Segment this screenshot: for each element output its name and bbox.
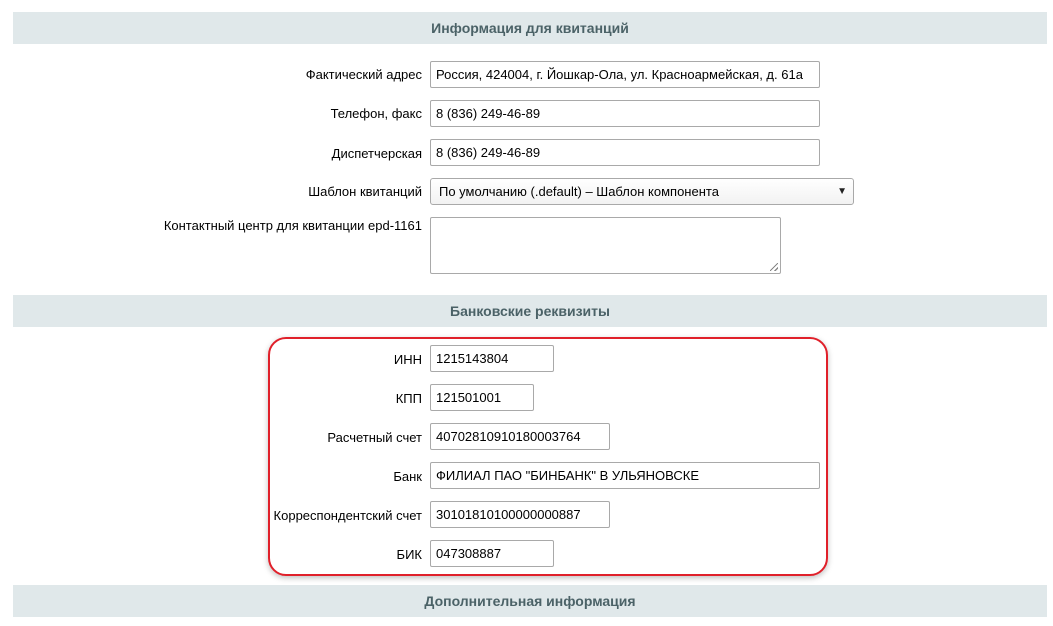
- corr-account-label: Корреспондентский счет: [273, 508, 422, 523]
- kpp-input[interactable]: 121501001: [430, 384, 534, 411]
- inn-label: ИНН: [393, 352, 422, 367]
- corr-account-input[interactable]: 30101810100000000887: [430, 501, 610, 528]
- bank-input[interactable]: ФИЛИАЛ ПАО "БИНБАНК" В УЛЬЯНОВСКЕ: [430, 462, 820, 489]
- chevron-down-icon: ▼: [837, 186, 847, 197]
- section-header-bank: Банковские реквизиты: [13, 295, 1047, 327]
- dispatch-label: Диспетчерская: [331, 146, 422, 161]
- bank-label: Банк: [393, 469, 422, 484]
- phone-input[interactable]: 8 (836) 249-46-89: [430, 100, 820, 127]
- phone-label: Телефон, факс: [330, 106, 422, 121]
- account-input[interactable]: 40702810910180003764: [430, 423, 610, 450]
- template-label: Шаблон квитанций: [308, 184, 422, 199]
- address-label: Фактический адрес: [305, 67, 422, 82]
- bik-label: БИК: [396, 547, 422, 562]
- bik-input[interactable]: 047308887: [430, 540, 554, 567]
- contact-center-textarea[interactable]: [430, 217, 781, 274]
- dispatch-input[interactable]: 8 (836) 249-46-89: [430, 139, 820, 166]
- section-header-additional: Дополнительная информация: [13, 585, 1047, 617]
- address-input[interactable]: Россия, 424004, г. Йошкар-Ола, ул. Красноармейская, д. 61а: [430, 61, 820, 88]
- section-header-receipts: Информация для квитанций: [13, 12, 1047, 44]
- account-label: Расчетный счет: [327, 430, 422, 445]
- kpp-label: КПП: [395, 391, 422, 406]
- resize-grip-icon[interactable]: [770, 263, 778, 271]
- template-select[interactable]: [430, 178, 854, 205]
- template-select-value: По умолчанию (.default) – Шаблон компонента: [439, 184, 719, 199]
- inn-input[interactable]: 1215143804: [430, 345, 554, 372]
- contact-center-label: Контактный центр для квитанции epd-1161: [163, 218, 422, 233]
